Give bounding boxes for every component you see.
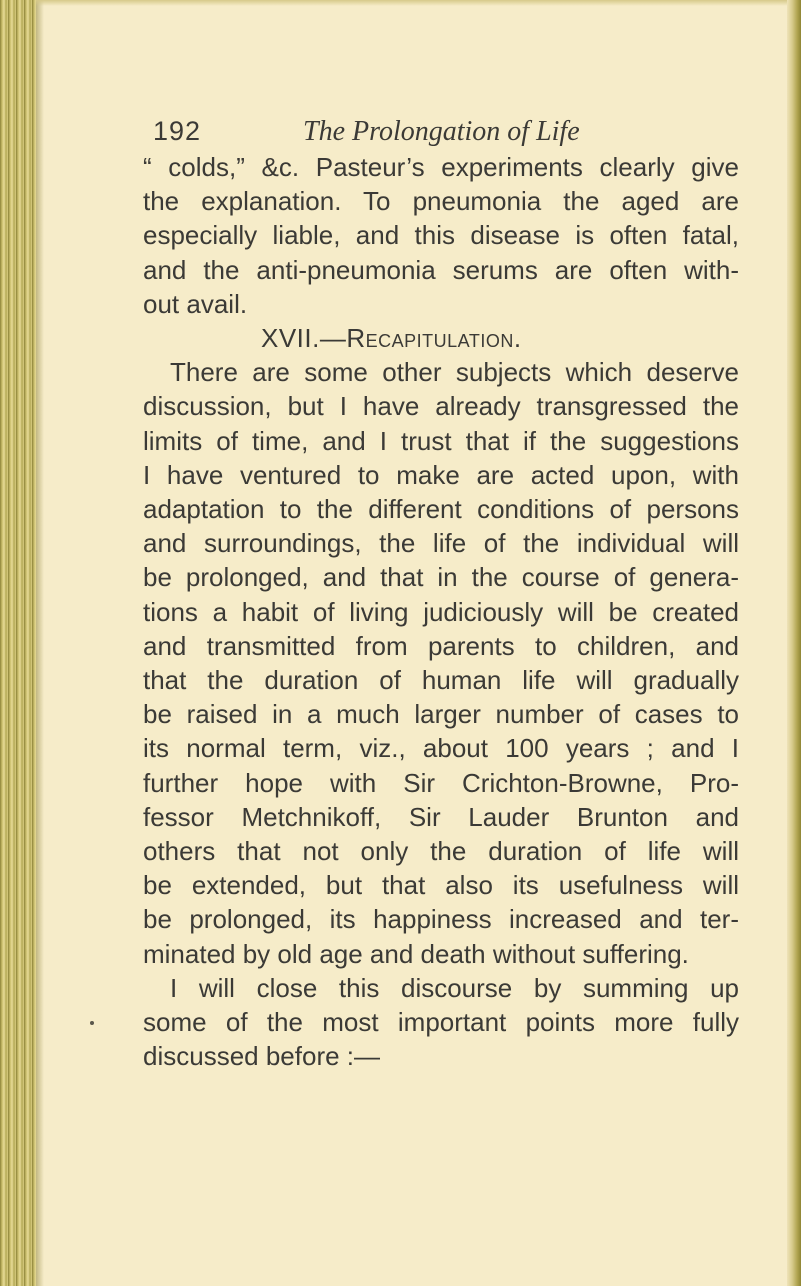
text-line: I have ventured to make are acted upon, with (143, 459, 739, 490)
running-head (153, 112, 739, 150)
text-line: discussed before :— (143, 1041, 381, 1072)
text-line: others that not only the duration of life will (143, 836, 739, 867)
text-line: out avail. (143, 288, 248, 319)
text-line: further hope with Sir Crichton-Browne, Pro- (143, 767, 739, 798)
text-line: especially liable, and this disease is often fatal, (143, 220, 739, 251)
text-line: and surroundings, the life of the individual will (143, 528, 739, 559)
paragraph-3 (143, 971, 739, 1074)
text-line: be prolonged, and that in the course of genera- (143, 562, 739, 593)
text-line: some of the most important points more fully (143, 1007, 739, 1038)
text-line: discussion, but I have already transgressed the (143, 391, 739, 422)
text-line: and the anti-pneumonia serums are often with- (143, 254, 739, 285)
page-fore-edge (787, 0, 801, 1286)
text-line: be extended, but that also its usefulness will (143, 870, 739, 901)
text-line: the explanation. To pneumonia the aged are (143, 186, 739, 217)
page-top-shadow (36, 0, 787, 6)
section-number: XVII.— (261, 323, 347, 354)
section-title: Recapitulation. (346, 323, 522, 354)
section-heading (143, 321, 739, 355)
text-line: I will close this discourse by summing up (170, 972, 739, 1003)
running-title: The Prolongation of Life (303, 116, 580, 147)
text-line: tions a habit of living judiciously will be created (143, 596, 739, 627)
text-line: its normal term, viz., about 100 years ; and I (143, 733, 739, 764)
margin-mark (90, 1021, 94, 1025)
paragraph-2 (143, 355, 739, 971)
text-line: limits of time, and I trust that if the suggestions (143, 425, 739, 456)
page-number: 192 (153, 116, 202, 146)
text-line: There are some other subjects which deserve (170, 357, 739, 388)
text-line: fessor Metchnikoff, Sir Lauder Brunton and (143, 801, 739, 832)
paragraph-1 (143, 150, 739, 321)
text-line: be raised in a much larger number of cases to (143, 699, 739, 730)
page-body (143, 112, 739, 1073)
text-line: minated by old age and death without suffering. (143, 938, 689, 969)
text-line: and transmitted from parents to children, and (143, 630, 739, 661)
text-line: that the duration of human life will gradually (143, 665, 739, 696)
text-line: adaptation to the different conditions of persons (143, 494, 739, 525)
book-spine-edge (0, 0, 36, 1286)
text-line: “ colds,” &c. Pasteur’s experiments clearly give (143, 152, 739, 182)
text-line: be prolonged, its happiness increased and ter- (143, 904, 739, 935)
